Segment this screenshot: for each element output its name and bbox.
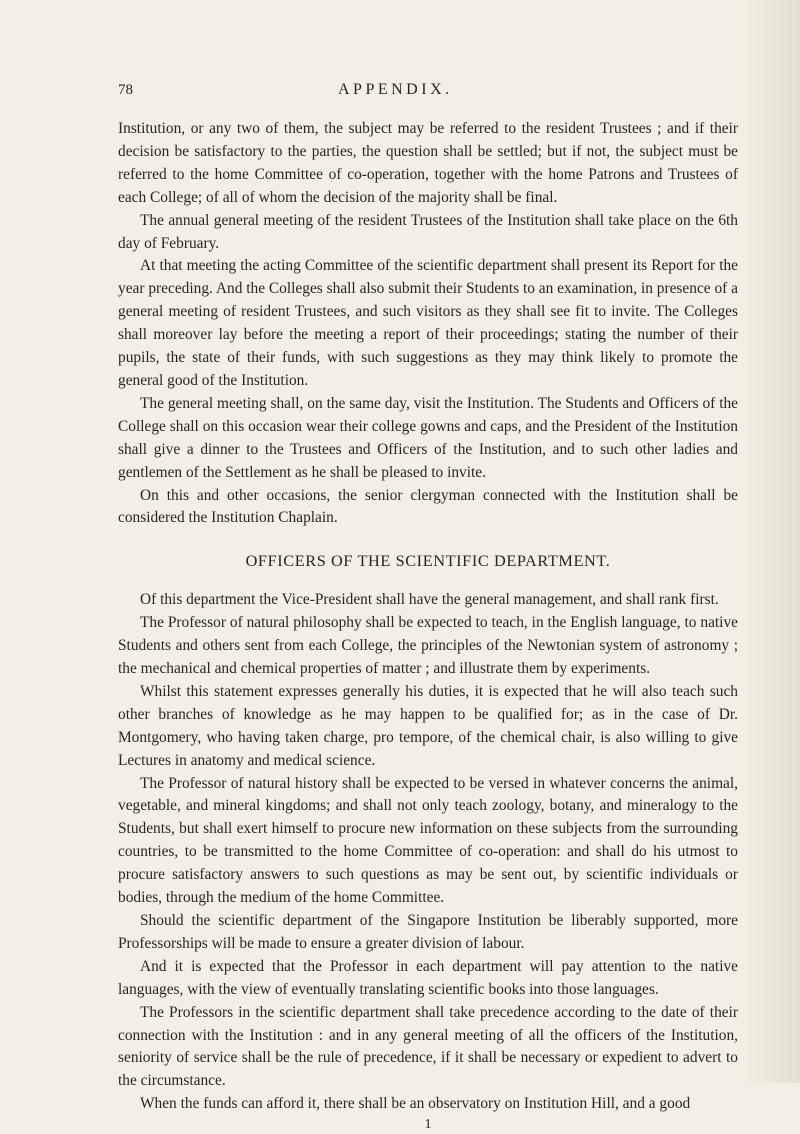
paragraph: At that meeting the acting Committee of the scientific department shall present its Report for the year preceding. And the Colleges shall also submit their Students to an examination, in presence of a general meeting of resident Trustees, and such visitors as they shall see fit to invite. The Colleges shall moreover lay before the meeting a report of their proceedings; stating the number of their pupils, the state of their funds, with such suggestions as they may think likely to promote the general good of the Institution. <box>118 257 738 389</box>
paragraph: The Professor of natural philosophy shall be expected to teach, in the English language, to native Students and others sent from each College, the principles of the Newtonian system of astronomy ; the mechanical and chemical properties of matter ; and illustrate them by experiments. <box>118 614 738 678</box>
paragraph: The Professors in the scientific department shall take precedence according to the date of their connection with the Institution : and in any general meeting of all the officers of the Institution, seniority of service shall be the rule of precedence, if it shall be necessary or expedient to advert to the circumstance. <box>118 1003 738 1090</box>
paragraph: The general meeting shall, on the same day, visit the Institution. The Students and Officers of the College shall on this occasion wear their college gowns and caps, and the President of the Institution shall give a dinner to the Trustees and Officers of the Institution, and to such other ladies and gentlemen of the Settlement as he shall be pleased to invite. <box>118 394 738 481</box>
page-body <box>118 118 738 1134</box>
paragraph: Whilst this statement expresses generally his duties, it is expected that he will also teach such other branches of knowledge as he may happen to be qualified for; as in the case of Dr. Montgomery, who having taken charge, pro tempore, of the chemical chair, is also willing to give Lectures in anatomy and medical science. <box>118 682 738 769</box>
running-head: APPENDIX. <box>338 81 453 98</box>
paragraph: The Professor of natural history shall be expected to be versed in whatever concerns the animal, vegetable, and mineral kingdoms; and shall not only teach zoology, botany, and mineralogy to the Students, but shall exert himself to procure new information on these subjects from the surrounding countries, to be transmitted to the home Committee of co-operation: and shall do his utmost to procure satisfactory answers to such questions as may be sent out, by scientific individuals or bodies, through the medium of the home Committee. <box>118 774 738 907</box>
signature-mark: 1 <box>424 1117 432 1133</box>
page-number: 78 <box>118 82 133 98</box>
paragraph: When the funds can afford it, there shall be an observatory on Institution Hill, and a good <box>140 1095 691 1113</box>
section-heading: OFFICERS OF THE SCIENTIFIC DEPARTMENT. <box>245 551 611 571</box>
paragraph: On this and other occasions, the senior clergyman connected with the Institution shall be considered the Institution Chaplain. <box>118 486 738 527</box>
page-header <box>118 82 740 104</box>
paragraph: And it is expected that the Professor in each department will pay attention to the native languages, with the view of eventually translating scientific books into those languages. <box>118 957 738 998</box>
paragraph: Institution, or any two of them, the subject may be referred to the resident Trustees ; and if their decision be satisfactory to the parties, the question shall be settled; but if not, the subject must be referred to the home Committee of co-operation, together with the home Patrons and Trustees of each College; of all of whom the decision of the majority shall be final. <box>118 120 738 206</box>
paragraph: The annual general meeting of the resident Trustees of the Institution shall take place on the 6th day of February. <box>118 211 738 252</box>
paragraph: Of this department the Vice-President shall have the general management, and shall rank first. <box>140 591 719 609</box>
page-edge-shadow <box>740 0 800 1083</box>
paragraph: Should the scientific department of the Singapore Institution be liberably supported, more Professorships will be made to ensure a greater division of labour. <box>118 912 738 952</box>
